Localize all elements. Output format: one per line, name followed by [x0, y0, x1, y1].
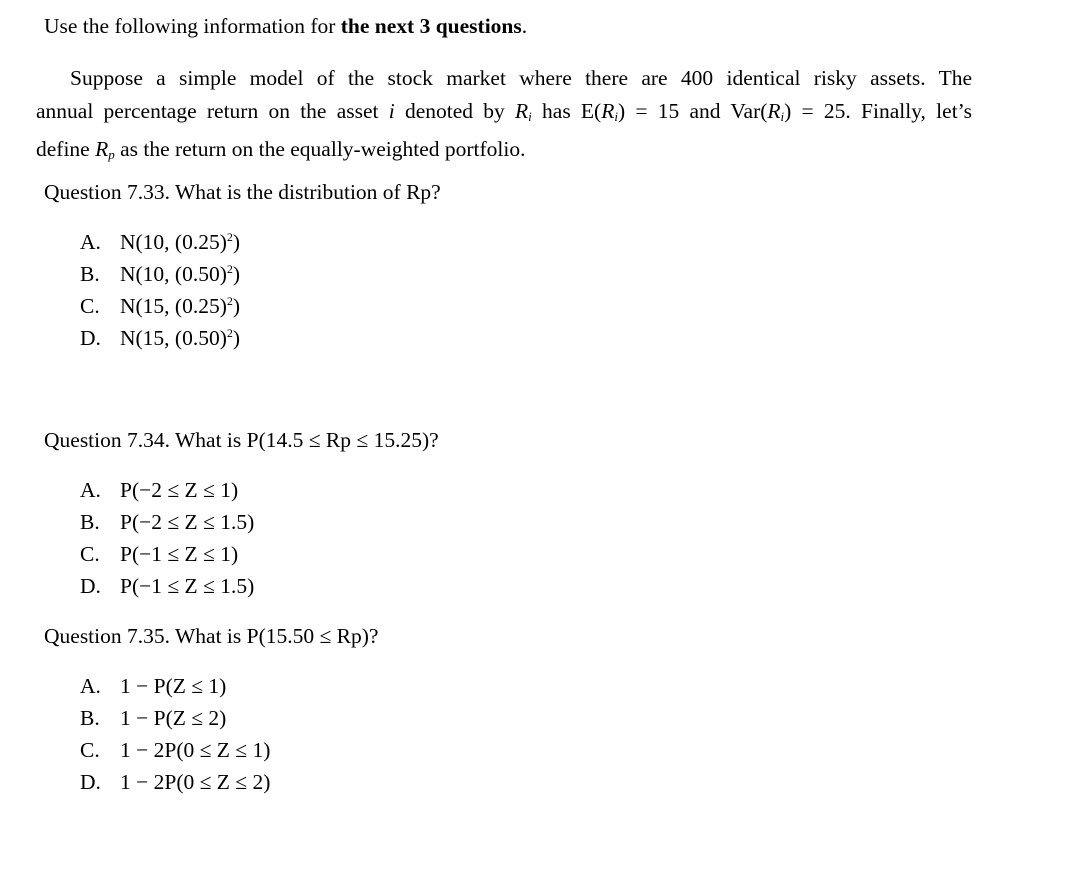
setup-var-r: R [515, 98, 529, 123]
intro-suffix: . [521, 14, 528, 38]
setup-paragraph [36, 62, 972, 172]
q734-option-b [80, 510, 254, 535]
setup-sub-i: i [528, 108, 532, 124]
option-text: 1 − 2P(0 ≤ Z ≤ 2) [120, 770, 271, 794]
q735-option-a [80, 674, 226, 699]
setup-var-i: i [388, 98, 395, 123]
option-text: ) [232, 230, 241, 254]
option-sup: 2 [226, 326, 233, 340]
intro-prefix: Use the following information for [44, 14, 341, 38]
option-text: ) [232, 262, 241, 286]
q735-option-d [80, 770, 270, 795]
option-sup: 2 [226, 294, 233, 308]
option-text: N(10, (0.50) [120, 262, 227, 286]
setup-text: as the return on the equally-weighted portfolio. [114, 137, 526, 161]
option-text: N(15, (0.50) [120, 326, 227, 350]
setup-text: has E( [531, 98, 602, 123]
option-sup: 2 [226, 262, 233, 276]
option-text: P(−1 ≤ Z ≤ 1.5) [120, 574, 255, 598]
setup-line-1: Suppose a simple model of the stock market where there are 400 identical risky assets. The [70, 66, 972, 90]
setup-var-r: R [95, 137, 109, 161]
option-letter: B. [80, 262, 100, 286]
question-7-35-title: Question 7.35. What is P(15.50 ≤ Rp)? [44, 624, 379, 648]
option-text: N(15, (0.25) [120, 294, 227, 318]
option-text: P(−2 ≤ Z ≤ 1.5) [120, 510, 255, 534]
q735-option-c [80, 738, 270, 763]
option-text: P(−2 ≤ Z ≤ 1) [120, 478, 239, 502]
setup-sub-i: i [780, 108, 785, 124]
q734-option-c [80, 542, 238, 567]
q733-option-b [80, 262, 240, 287]
q734-option-d [80, 574, 254, 599]
question-7-34-title: Question 7.34. What is P(14.5 ≤ Rp ≤ 15.25)? [44, 428, 439, 452]
option-letter: D. [80, 326, 101, 350]
option-letter: B. [80, 510, 100, 534]
option-text: P(−1 ≤ Z ≤ 1) [120, 542, 239, 566]
option-letter: A. [80, 230, 101, 254]
setup-line-3 [36, 133, 972, 172]
intro-line [44, 14, 527, 39]
setup-var-r: R [767, 98, 781, 123]
setup-text: denoted by [394, 98, 516, 123]
setup-text: annual percentage return on the asset [36, 98, 389, 123]
option-letter: D. [80, 574, 101, 598]
setup-line-2 [36, 95, 972, 134]
option-text: 1 − 2P(0 ≤ Z ≤ 1) [120, 738, 271, 762]
option-text: 1 − P(Z ≤ 2) [120, 706, 227, 730]
q733-option-c [80, 294, 240, 319]
option-letter: A. [80, 674, 101, 698]
question-7-33-title: Question 7.33. What is the distribution of Rp? [44, 180, 441, 204]
option-text: ) [232, 326, 241, 350]
option-letter: A. [80, 478, 101, 502]
option-letter: D. [80, 770, 101, 794]
option-letter: C. [80, 294, 100, 318]
option-text: N(10, (0.25) [120, 230, 227, 254]
q735-option-b [80, 706, 226, 731]
option-letter: C. [80, 738, 100, 762]
option-letter: C. [80, 542, 100, 566]
q733-option-a [80, 230, 240, 255]
setup-text: ) = 25. Finally, let’s [784, 98, 973, 123]
setup-sub-i: i [614, 108, 618, 124]
option-sup: 2 [226, 230, 233, 244]
q733-option-d [80, 326, 240, 351]
setup-var-r: R [601, 98, 615, 123]
option-text: ) [232, 294, 241, 318]
intro-bold: the next 3 questions [340, 14, 522, 38]
option-text: 1 − P(Z ≤ 1) [120, 674, 227, 698]
option-letter: B. [80, 706, 100, 730]
q734-option-a [80, 478, 238, 503]
setup-text: define [36, 137, 96, 161]
setup-text: ) = 15 and Var( [617, 98, 768, 123]
setup-sub-p: p [108, 147, 115, 162]
